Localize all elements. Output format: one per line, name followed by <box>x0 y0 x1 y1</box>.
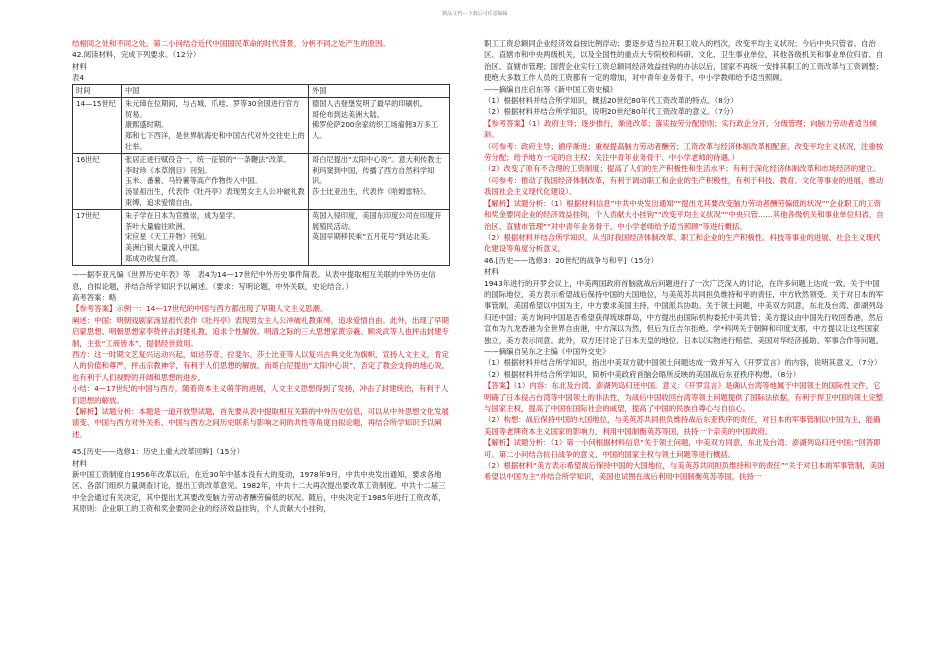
q45-material-continued: 职工工资总额同企业经济效益按比例浮动；要逐步适当拉开职工收入的档次，改变平均主义状况；今后中央只管省、自治区、直辖市和中央两级机关，以及全国性的重点大专院校和科研、文化、卫生事业单位，其他各级机关和事业单位归省、自治区、直辖市管理；国营企业实行工资总额同经济效益挂钩的办法以后，国家不再统一安排其职工的工资改革与工资调整；使绝大多数工作人员的工资都有一定的增加，对中青年业务骨干、中小学教师给予适当照顾。 <box>484 39 884 83</box>
q45-answer-1-alt: （可参考：政府主导；循序渐进；重视提高脑力劳动者酬劳；工资改革与经济体制改革相配套，改变平均主义状况，注重按劳分配；给予地方一定的自主权；关注中青年业务骨干、中小学老师的待遇。） <box>484 141 884 163</box>
cell-line: 莎士比亚出生，代表作《哈姆雷特》。 <box>312 186 431 196</box>
q46-analysis: 【解析】试题分析：（1）第一小问根据材料信息“关于领土问题，中美双方同意，东北及台湾、澎湖列岛归还中国；”回答即可。第二小问结合抗日战争的意义、中国的国家主权与领土问题等进行概括。 <box>484 438 881 459</box>
table-cell-time: 16世纪 <box>73 154 122 210</box>
source-note: ——据李亚凡编《世界历史年表》等 表4为14—17世纪中外历史事件简表。从表中提取相互关联的中外历史信息，自拟论题，并结合所学知识予以阐述。（要求：写明论题，中外关联，史论结合。） <box>72 270 436 291</box>
table-cell-time: 14—15世纪 <box>73 98 122 154</box>
cell-line: 茶叶大量输往欧洲。 <box>125 221 190 231</box>
left-column <box>72 38 450 515</box>
cell-line: 张居正进行赋役合一，统一征银的“一条鞭法”改革。 <box>125 155 291 165</box>
history-table <box>72 84 450 267</box>
cell-line: 郑成功收复台湾。 <box>125 253 183 263</box>
q45-answer-2-alt: （可参考：推动了我国经济体制改革，有利于调动职工和企业的生产积极性，有利于科技、教育、文化等事业的进展，推动我国社会主义现代化建设）。 <box>484 175 884 197</box>
cell-line: 英国早期移民乘“五月花号”到达北美。 <box>312 232 435 242</box>
q45-question-1: （1）根据材料并结合所学知识，概括20世纪80年代工资改革的特点。（8分） <box>484 96 738 106</box>
cell-line: 德国人古登堡发明了最早的印刷机。 <box>312 99 428 109</box>
table-header-time: 时间 <box>73 84 122 98</box>
q45-answer-1: 【参考答案】（1）政府主导；逐步推行，渐进改革；落实按劳分配原则；实行政企分开，分级管理；向脑力劳动者适当倾斜。 <box>484 118 877 140</box>
table-cell-foreign <box>309 154 450 210</box>
table-header-row <box>73 84 450 98</box>
q46-question-2: （2）根据材料并结合所学知识，简析中美政府首脑会晤所反映的美国战后东亚秩序构想。（8分） <box>484 369 801 379</box>
reference-answer-west: 西方：这一时期文艺复兴运动兴起，如达芬奇、拉斐尔、莎士比亚等人以复兴古典文化为旗帜，宣扬人文主义，肯定人的价值和尊严，抨击宗教神学，有利于人们思想的解放，而哥白尼提出“太阳中心说”，否定了教会支持的地心说，也有利于人们视野的开阔和思想的进步。 <box>72 349 450 382</box>
q42-title: 42.阅读材料，完成下列要求。（12分） <box>72 50 201 60</box>
cell-line: 哥白尼提出“太阳中心说”。意大利传教士利玛窦到中国，传播了西方自然科学知识。 <box>312 155 442 186</box>
cell-line: 哥伦布到达美洲大陆。 <box>312 109 384 119</box>
q46-analysis-2: （2）根据材料“美方表示希望战后保持中国的大国地位，与美英苏共同担负维持和平的责任”“关于对日本的军事管制，美国希望以中国为主”并结合所学知识，美国也试图在战后利用中国制衡英苏等国，扶持一 <box>484 461 885 482</box>
cell-line: 朱元璋在位期间，与占城、爪哇、罗等30余国进行官方贸易。 <box>125 99 300 119</box>
cell-line: 宋应星《天工开物》刊刻。 <box>125 232 212 242</box>
q45-answer-2: （2）改变了原有不合理的工资制度；提高了人们的生产积极性和生活水平；有利于深化经济体制改革和市场经济的建立。 <box>484 164 881 174</box>
q46-answer-1: 【答案】（1）内容：东北及台湾、澎湖列岛归还中国。意义：《开罗宣言》是确认台湾等地属于中国领土的国际性文件，它明确了日本侵占台湾等中国领土的非法性，为战后中国收回台湾等领土问题提供了国际法依据，有利于捍卫中国的领土完整与国家主权，提高了中国在国际社会的威望，提高了中国的民族自尊心与自信心。 <box>484 381 884 413</box>
table-cell-foreign <box>309 210 450 266</box>
cell-line: 郑和七下西洋，是世界航海史和中国古代对外交往史上的壮举。 <box>125 131 305 151</box>
table-row <box>73 210 450 266</box>
q46-material-text: 1943年进行的开罗会议上，中美两国政府首脑就战后问题进行了一次广泛深入的讨论，在许多问题上达成一致。关于中国的国际地位，美方表示希望战后保持中国的大国地位，与美英苏共同担负维持和平的责任，中方欣然领受。关于对日本的军事管制，美国希望以中国为主，中方要求美国主持，中国派兵协助。关于领土问题，中美双方同意，东北及台湾、澎湖列岛归还中国；美方询问中国是否希望获得琉球群岛，中方提出由国际机构委托中美共管；美方提议由中国先行收回香港，然后宣布为九龙香港为全世界自由港，中方深以为然，但后为丘吉尔拒绝。学*科网关于朝鲜和印度支那，中方提议让这些国家独立，美方表示同意。此外，双方还讨论了日本天皇的地位、日本以实物进行赔偿、美国对华经济援助、军事合作等问题。 <box>484 278 884 345</box>
cell-line: 玉米、番薯、马铃薯等高产作物传入中国。 <box>125 176 262 186</box>
table-cell-time: 17世纪 <box>73 210 122 266</box>
q46-question-1: （1）根据材料并结合所学知识，指出中美双方就中国领土问题达成一致并写入《开罗宣言》的内容，说明其意义。（7分） <box>484 358 882 368</box>
exam-answer-label: 高考答案：略 <box>72 292 117 302</box>
table-cell-china <box>122 210 309 266</box>
reference-answer-title: 【参考答案】示例一：14—17世纪的中国与西方都出现了早期人文主义思潮。 <box>72 304 328 314</box>
cell-line: 汤显祖出生，代表作《牡丹亭》表现男女主人公冲破礼教束缚，追求爱情自由。 <box>125 186 305 207</box>
q42-material-label: 材料 <box>72 61 87 71</box>
page-header: 精品文档---下载后可任意编辑 <box>442 11 508 17</box>
q45-material-text: 新中国工资制度自1956年改革以后，在近30年中基本没有大的变动，1978年9月，中共中央发出通知，要求各地区、各部门组织力量调查讨论，提出工资改革意见。1982年，中共十二大再次提出要改革工资制度。中共十二届三中全会通过有关决定，其中提出尤其要改变脑力劳动者酬劳偏低的状况。随后，中央决定于1985年进行工资改革，其原则：企业职工的工资和奖金要同企业的经济效益挂钩，个人贡献大小挂钩， <box>72 470 446 514</box>
analysis-text: 【解析】试题分析：本题是一道开放型试题，首先要从表中提取相互关联的中外历史信息，可以从中外思想文化发展演变、中国与西方对外关系、中国与西方之间历史联系与影响之间的共性等角度自拟论题，再结合所学知识予以阐述。 <box>72 407 449 439</box>
reference-answer-china: 阐述：中国：明朝戏剧家汤显祖代表作《牡丹亭》表现男女主人公冲破礼教束缚，追求爱情自由。此外，出现了早期启蒙思想。明朝思想家李贽抨击封建礼教，追求个性解放。明清之际的三大思想家黄宗羲、顾炎武等人也抨击封建专制，主张“工商皆本”，提倡经世致用。 <box>72 315 449 348</box>
q46-title: 46.[历史——选修3：20世纪的战争与和平]（15分） <box>484 255 659 265</box>
cell-line: 朱子学在日本为官推崇，成为显学。 <box>125 211 241 221</box>
q45-analysis-2: （2）根据材料并结合所学知识，从当时我国经济体制改革、职工和企业的生产积极性、科技等事业的进展、社会主义现代化建设等角度分析意义。 <box>484 232 881 254</box>
reference-answer-summary: 小结：4—17世纪的中国与西方，随着资本主义萌芽的进展，人文主义思想得到了发扬，冲击了封建统治，有利于人们思想的解放。 <box>72 384 449 405</box>
q46-material-label: 材料 <box>484 267 499 277</box>
right-column <box>484 38 886 483</box>
q45-source: ——摘编自庄启东等《新中国工资史稿》 <box>484 84 618 94</box>
q46-answer-2: （2）构想：战后保持中国的大国地位，与美英苏共同担负维持战后东亚秩序的责任，对日本的军事管制以中国为主，能确美国等老牌资本主义国家的影响力，利用中国制衡英苏等国，扶持一个亲美的中国政府。 <box>484 415 881 436</box>
table-caption: 表4 <box>72 73 85 83</box>
cell-line: 英国入侵印度，美国东印度公司在印度开展殖民活动。 <box>312 211 442 231</box>
q46-source: ——摘编自吴东之主编《中国外交史》 <box>484 346 610 356</box>
cell-line: 佛罗伦萨200余家纺织工场雇佣3万多工人。 <box>312 120 439 140</box>
table-cell-china <box>122 154 309 210</box>
table-row <box>73 154 450 210</box>
q45-title: 45.[历史——选修1：历史上重大改革回眸]（15分） <box>72 447 245 457</box>
intro-note: 结相同之处和不同之处。第二小问结合近代中国国民革命的时代背景，分析不同之处产生的原因。 <box>72 39 390 48</box>
table-header-china: 中国 <box>122 84 309 98</box>
table-cell-foreign <box>309 98 450 154</box>
cell-line: 美洲白银大量流入中国。 <box>125 242 205 252</box>
cell-line: 李时珍《本草纲目》刊刻。 <box>125 165 212 175</box>
table-row <box>73 98 450 154</box>
q45-analysis: 【解析】试题分析：（1）根据材料信息“中共中央发出通知”“提出尤其要改变脑力劳动者酬劳偏低的状况”“企业职工的工资和奖金要同企业的经济效益挂钩，个人贡献大小挂钩”“改变平均主义状况”“中央只管……其他各级机关和事业单位归省、自治区、直辖市管理”“对中青年业务骨干、中小学老师给予适当照顾”等进行概括。 <box>484 198 884 231</box>
table-cell-china <box>122 98 309 154</box>
q45-material-label: 材料 <box>72 458 87 468</box>
q45-question-2: （2）根据材料并结合所学知识，说明20世纪80年代工资改革的意义。（7分） <box>484 107 738 117</box>
table-header-foreign: 外国 <box>309 84 450 98</box>
cell-line: 康熙盛时期。 <box>125 120 169 130</box>
